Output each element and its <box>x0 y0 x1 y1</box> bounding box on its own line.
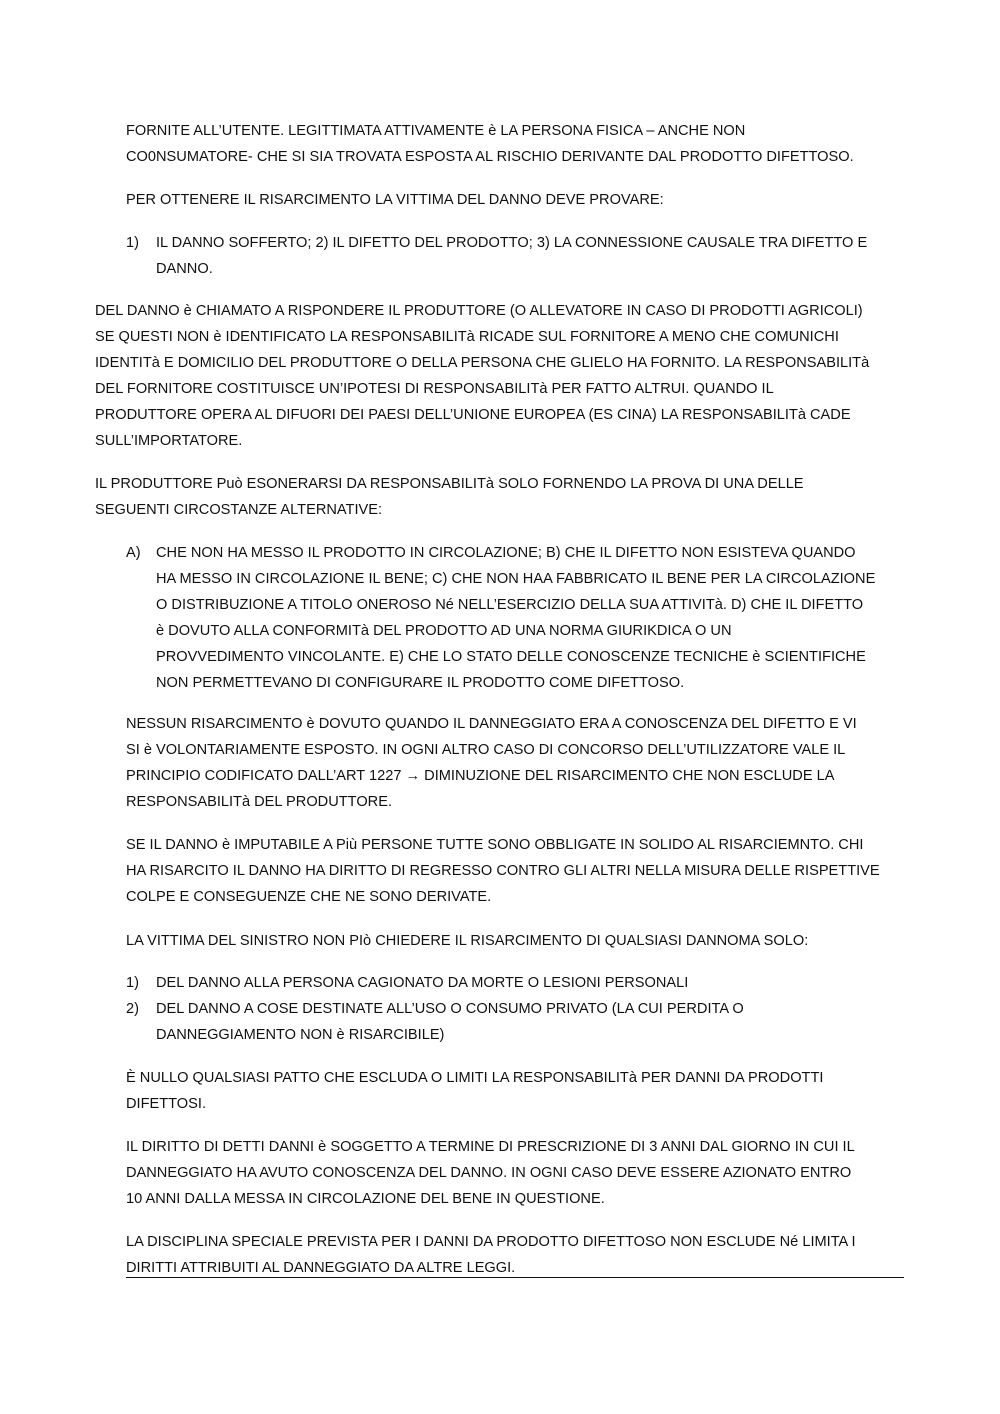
paragraph-solidale <box>126 832 880 910</box>
text-line: SI è VOLONTARIAMENTE ESPOSTO. IN OGNI ALTRO CASO DI CONCORSO DELL’UTILIZZATORE VALE IL <box>126 742 846 758</box>
paragraph-vittima-sinistro <box>126 928 808 954</box>
text-line: DANNEGGIAMENTO NON è RISARCIBILE) <box>156 1027 445 1043</box>
text-line: 10 ANNI DALLA MESSA IN CIRCOLAZIONE DEL BENE IN QUESTIONE. <box>126 1191 605 1207</box>
text-line: IL DANNO SOFFERTO; 2) IL DIFETTO DEL PRODOTTO; 3) LA CONNESSIONE CAUSALE TRA DIFETTO E <box>156 235 868 251</box>
list-number: 1) <box>126 235 139 251</box>
text-line: PROVVEDIMENTO VINCOLANTE. E) CHE LO STATO DELLE CONOSCENZE TECNICHE è SCIENTIFICHE <box>156 649 866 665</box>
paragraph-nessun-risarcimento <box>126 711 857 815</box>
list-number: 1) <box>126 975 139 991</box>
bottom-rule-divider <box>126 1277 904 1278</box>
text-line: DEL DANNO A COSE DESTINATE ALL’USO O CONSUMO PRIVATO (LA CUI PERDITA O <box>156 1001 744 1017</box>
text-line: CHE NON HA MESSO IL PRODOTTO IN CIRCOLAZIONE; B) CHE IL DIFETTO NON ESISTEVA QUANDO <box>156 545 856 561</box>
text-line: HA RISARCITO IL DANNO HA DIRITTO DI REGRESSO CONTRO GLI ALTRI NELLA MISURA DELLE RISPETTIVE <box>126 863 880 879</box>
text-line: DEL DANNO è CHIAMATO A RISPONDERE IL PRODUTTORE (O ALLEVATORE IN CASO DI PRODOTTI AGRICOLI) <box>95 303 863 319</box>
paragraph-prescrizione <box>126 1134 855 1212</box>
text-line: DIFETTOSI. <box>126 1096 207 1112</box>
text-line: DIRITTI ATTRIBUITI AL DANNEGGIATO DA ALTRE LEGGI. <box>126 1260 516 1276</box>
paragraph-disciplina-speciale <box>126 1229 856 1281</box>
text-line: LA DISCIPLINA SPECIALE PREVISTA PER I DANNI DA PRODOTTO DIFETTOSO NON ESCLUDE Né LIMITA I <box>126 1234 856 1250</box>
paragraph-patto-nullo <box>126 1065 823 1117</box>
text-line: RESPONSABILITà DEL PRODUTTORE. <box>126 794 392 810</box>
text-line: CO0NSUMATORE- CHE SI SIA TROVATA ESPOSTA AL RISCHIO DERIVANTE DAL PRODOTTO DIFETTOSO. <box>126 149 854 165</box>
paragraph-legittimata <box>126 118 854 170</box>
text-line: DEL FORNITORE COSTITUISCE UN’IPOTESI DI RESPONSABILITà PER FATTO ALTRUI. QUANDO IL <box>95 381 774 397</box>
text-line: O DISTRIBUZIONE A TITOLO ONEROSO Né NELL’ESERCIZIO DELLA SUA ATTIVITà. D) CHE IL DIFETTO <box>156 597 864 613</box>
text-line: IL PRODUTTORE Può ESONERARSI DA RESPONSABILITà SOLO FORNENDO LA PROVA DI UNA DELLE <box>95 476 804 492</box>
text-line: NON PERMETTEVANO DI CONFIGURARE IL PRODOTTO COME DIFETTOSO. <box>156 675 685 691</box>
text-line: FORNITE ALL’UTENTE. LEGITTIMATA ATTIVAMENTE è LA PERSONA FISICA – ANCHE NON <box>126 123 746 139</box>
text-line: PRODUTTORE OPERA AL DIFUORI DEI PAESI DELL’UNIONE EUROPEA (ES CINA) LA RESPONSABILITà CADE <box>95 407 851 423</box>
text-line: LA VITTIMA DEL SINISTRO NON PIò CHIEDERE IL RISARCIMENTO DI QUALSIASI DANNOMA SOLO: <box>126 933 809 949</box>
text-line: HA MESSO IN CIRCOLAZIONE IL BENE; C) CHE NON HAA FABBRICATO IL BENE PER LA CIRCOLAZIONE <box>156 571 876 587</box>
text-line: SE IL DANNO è IMPUTABILE A Più PERSONE TUTTE SONO OBBLIGATE IN SOLIDO AL RISARCIEMNTO. CHI <box>126 837 864 853</box>
text-line: COLPE E CONSEGUENZE CHE NE SONO DERIVATE. <box>126 889 492 905</box>
text-line: SULL’IMPORTATORE. <box>95 433 243 449</box>
text-line: NESSUN RISARCIMENTO è DOVUTO QUANDO IL DANNEGGIATO ERA A CONOSCENZA DEL DIFETTO E VI <box>126 716 857 732</box>
text-line: PRINCIPIO CODIFICATO DALL’ART 1227 → DIMINUZIONE DEL RISARCIMENTO CHE NON ESCLUDE LA <box>126 768 835 784</box>
list-number: 2) <box>126 1001 139 1017</box>
text-line: IL DIRITTO DI DETTI DANNI è SOGGETTO A TERMINE DI PRESCRIZIONE DI 3 ANNI DAL GIORNO IN CUI IL <box>126 1139 855 1155</box>
paragraph-del-danno <box>95 298 869 454</box>
paragraph-per-ottenere <box>126 187 664 213</box>
text-line: SE QUESTI NON è IDENTIFICATO LA RESPONSABILITà RICADE SUL FORNITORE A MENO CHE COMUNICHI <box>95 329 839 345</box>
text-line: SEGUENTI CIRCOSTANZE ALTERNATIVE: <box>95 502 383 518</box>
text-line: è DOVUTO ALLA CONFORMITà DEL PRODOTTO AD UNA NORMA GIURIKDICA O UN <box>156 623 732 639</box>
text-line: DEL DANNO ALLA PERSONA CAGIONATO DA MORTE O LESIONI PERSONALI <box>156 975 689 991</box>
text-line: DANNO. <box>156 261 213 277</box>
text-line: IDENTITà E DOMICILIO DEL PRODUTTORE O DELLA PERSONA CHE GLIELO HA FORNITO. LA RESPONSABILITà <box>95 355 870 371</box>
text-line: È NULLO QUALSIASI PATTO CHE ESCLUDA O LIMITI LA RESPONSABILITà PER DANNI DA PRODOTTI <box>126 1070 824 1086</box>
text-line: DANNEGGIATO HA AVUTO CONOSCENZA DEL DANNO. IN OGNI CASO DEVE ESSERE AZIONATO ENTRO <box>126 1165 852 1181</box>
list-number: A) <box>126 545 141 561</box>
text-line: PER OTTENERE IL RISARCIMENTO LA VITTIMA DEL DANNO DEVE PROVARE: <box>126 192 664 208</box>
paragraph-produttore-esonerarsi <box>95 471 804 523</box>
